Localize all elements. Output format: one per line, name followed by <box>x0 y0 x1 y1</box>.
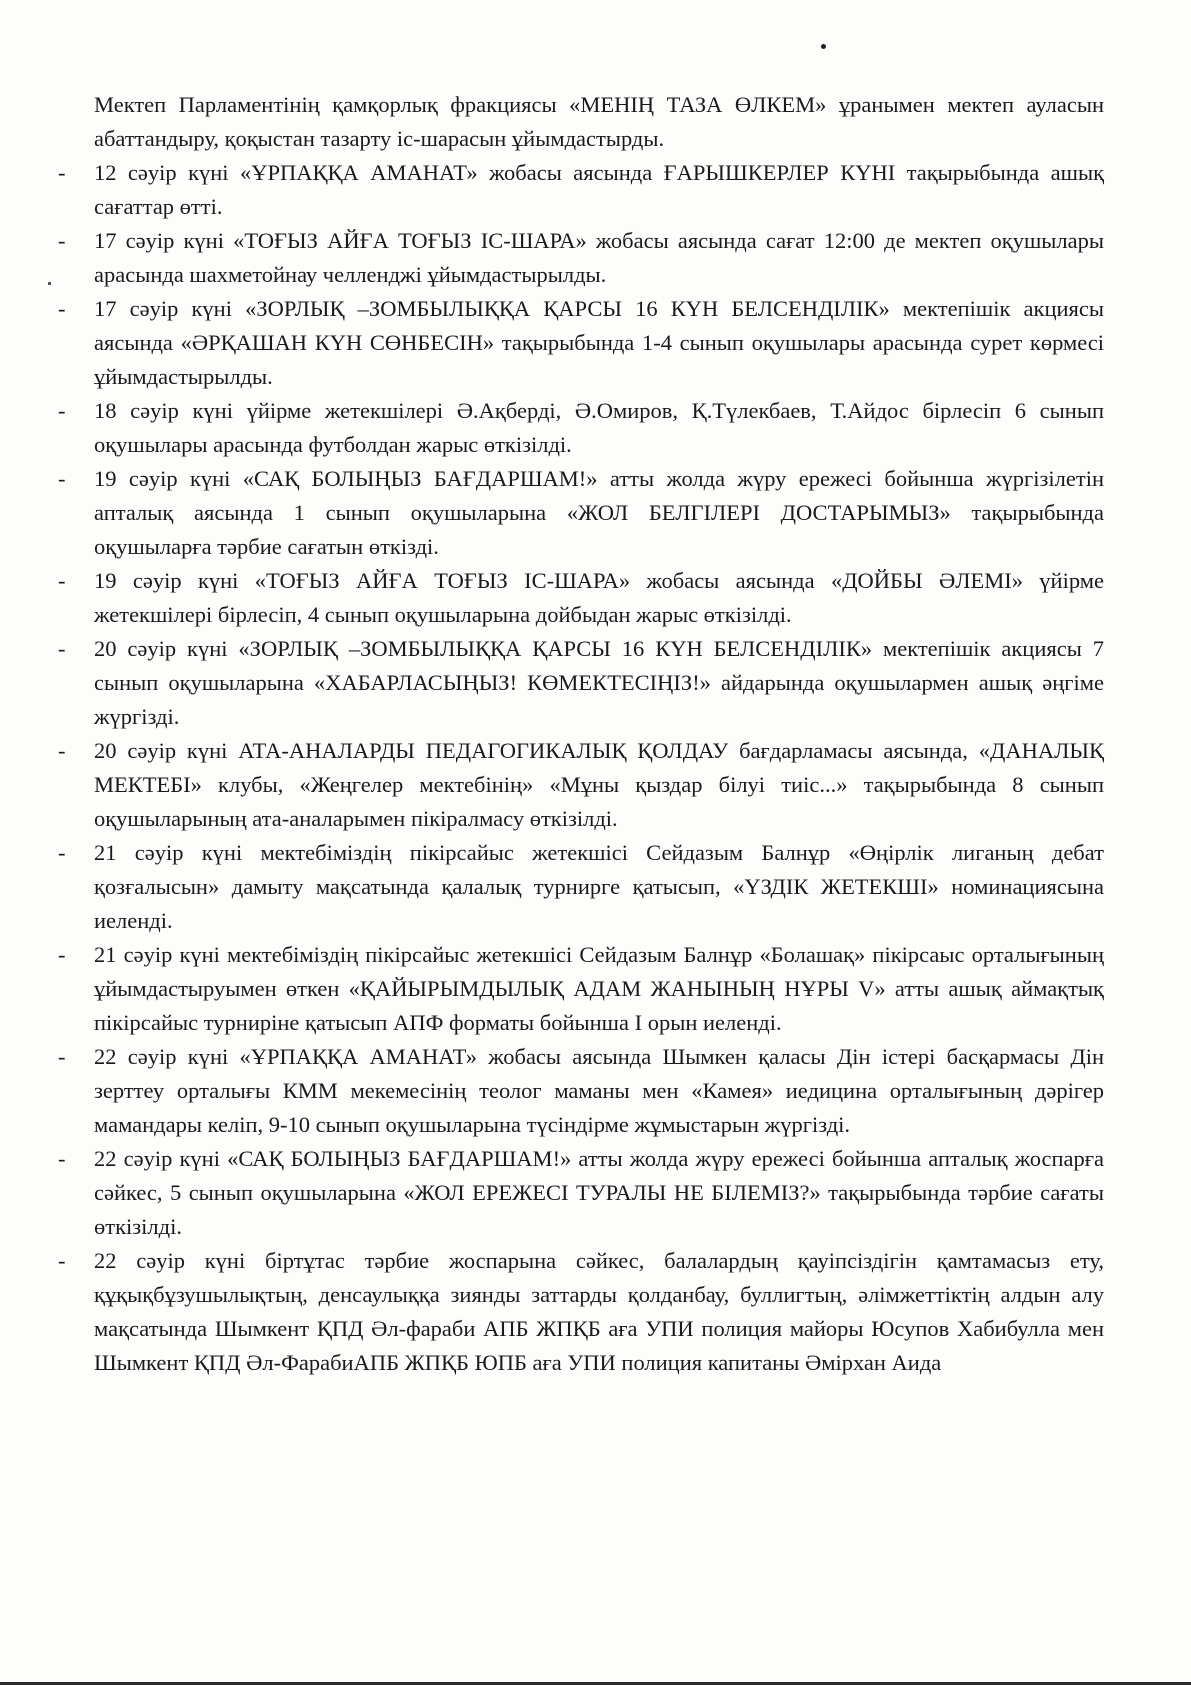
list-item <box>52 734 1104 836</box>
bullet-dash: - <box>58 942 66 967</box>
bullet-dash: - <box>58 636 66 661</box>
bullet-dash: - <box>58 398 66 423</box>
bullet-dash: - <box>58 296 66 321</box>
list-item-text: 20 сәуір күні АТА-АНАЛАРДЫ ПЕДАГОГИКАЛЫҚ ҚОЛДАУ бағдарламасы аясында, «ДАНАЛЫҚ МЕКТЕБІ» клубы, «Жеңгелер мектебінің» «Мұны қыздар білуі тиіс...» тақырыбында 8 сынып оқушыларының ата-аналарымен пікіралмасу өткізілді. <box>94 738 1104 831</box>
list-item <box>52 1244 1104 1380</box>
bullet-dash: - <box>58 466 66 491</box>
list-item-text: 22 сәуір күні «САҚ БОЛЫҢЫЗ БАҒДАРШАМ!» атты жолда жүру ережесі бойынша апталық жоспарға сәйкес, 5 сынып оқушыларына «ЖОЛ ЕРЕЖЕСІ ТУРАЛЫ НЕ БІЛЕМІЗ?» тақырыбында тәрбие сағаты өткізілді. <box>94 1146 1104 1239</box>
list-item <box>52 1040 1104 1142</box>
list-item-text: 21 сәуір күні мектебіміздің пікірсайыс жетекшісі Сейдазым Балнұр «Болашақ» пікірсаыс орталығының ұйымдастыруымен өткен «ҚАЙЫРЫМДЫЛЫҚ АДАМ ЖАНЫНЫҢ НҰРЫ V» атты ашық аймақтық пікірсайыс турниріне қатысып АПФ форматы бойынша І орын иеленді. <box>94 942 1104 1035</box>
scan-dot-mark <box>821 44 826 49</box>
intro-paragraph: Мектеп Парламентінің қамқорлық фракциясы «МЕНІҢ ТАЗА ӨЛКЕМ» ұранымен мектеп ауласын абаттандыру, қоқыстан тазарту іс-шарасын ұйымдастырды. <box>94 92 1104 151</box>
list-item <box>52 836 1104 938</box>
list-item-text: 21 сәуір күні мектебіміздің пікірсайыс жетекшісі Сейдазым Балнұр «Өңірлік лиганың дебат қозғалысын» дамыту мақсатында қалалық турнирге қатысып, «ҮЗДІК ЖЕТЕКШІ» номинациясына иеленді. <box>94 840 1104 933</box>
list-item-text: 22 сәуір күні біртұтас тәрбие жоспарына сәйкес, балалардың қауіпсіздігін қамтамасыз ету, құқықбұзушылықтың, денсаулыққа зиянды заттарды қолданбау, буллигтың, әлімжеттіктің алдын алу мақсатында Шымкент ҚПД Әл-фараби АПБ ЖПҚБ аға УПИ полиция майоры Юсупов Хабибулла мен Шымкент ҚПД Әл-ФарабиАПБ ЖПҚБ ЮПБ аға УПИ полиция капитаны Әмірхан Аида <box>94 1248 1104 1375</box>
list-item-text: 19 сәуір күні «САҚ БОЛЫҢЫЗ БАҒДАРШАМ!» атты жолда жүру ережесі бойынша жүргізілетін апталық аясында 1 сынып оқушыларына «ЖОЛ БЕЛГІЛЕРІ ДОСТАРЫМЫЗ» тақырыбында оқушыларға тәрбие сағатын өткізді. <box>94 466 1104 559</box>
events-list <box>52 156 1104 1380</box>
bullet-dash: - <box>58 1044 66 1069</box>
list-item-text: 17 сәуір күні «ТОҒЫЗ АЙҒА ТОҒЫЗ ІС-ШАРА» жобасы аясында сағат 12:00 де мектеп оқушылары арасында шахметойнау челленджі ұйымдастырылды. <box>94 228 1104 287</box>
scan-speck-mark <box>48 282 51 285</box>
list-item <box>52 564 1104 632</box>
document-body <box>52 88 1104 1380</box>
list-item-text: 12 сәуір күні «ҰРПАҚҚА АМАНАТ» жобасы аясында ҒАРЫШКЕРЛЕР КҮНІ тақырыбында ашық сағаттар өтті. <box>94 160 1104 219</box>
bullet-dash: - <box>58 840 66 865</box>
list-item-text: 19 сәуір күні «ТОҒЫЗ АЙҒА ТОҒЫЗ ІС-ШАРА» жобасы аясында «ДОЙБЫ ӘЛЕМІ» үйірме жетекшілері бірлесіп, 4 сынып оқушыларына дойбыдан жарыс өткізілді. <box>94 568 1104 627</box>
bullet-dash: - <box>58 228 66 253</box>
bullet-dash: - <box>58 1248 66 1273</box>
list-item <box>52 156 1104 224</box>
list-item-text: 22 сәуір күні «ҰРПАҚҚА АМАНАТ» жобасы аясында Шымкен қаласы Дін істері басқармасы Дін зерттеу орталығы КММ мекемесінің теолог маманы мен «Камея» иедицина орталығының дәрігер мамандары келіп, 9-10 сынып оқушыларына түсіндірме жұмыстарын жүргізді. <box>94 1044 1104 1137</box>
list-item-text: 18 сәуір күні үйірме жетекшілері Ә.Ақберді, Ә.Омиров, Қ.Түлекбаев, Т.Айдос бірлесіп 6 сынып оқушылары арасында футболдан жарыс өткізілді. <box>94 398 1104 457</box>
list-item <box>52 938 1104 1040</box>
list-item <box>52 292 1104 394</box>
bullet-dash: - <box>58 160 66 185</box>
list-item <box>52 1142 1104 1244</box>
bullet-dash: - <box>58 1146 66 1171</box>
list-item <box>52 462 1104 564</box>
bullet-dash: - <box>58 568 66 593</box>
list-item-text: 20 сәуір күні «ЗОРЛЫҚ –ЗОМБЫЛЫҚҚА ҚАРСЫ 16 КҮН БЕЛСЕНДІЛІК» мектепішік акциясы 7 сынып оқушыларына «ХАБАРЛАСЫҢЫЗ! КӨМЕКТЕСІҢІЗ!» айдарында оқушылармен ашық әңгіме жүргізді. <box>94 636 1104 729</box>
list-item <box>52 224 1104 292</box>
list-item <box>52 632 1104 734</box>
bullet-dash: - <box>58 738 66 763</box>
list-item-text: 17 сәуір күні «ЗОРЛЫҚ –ЗОМБЫЛЫҚҚА ҚАРСЫ 16 КҮН БЕЛСЕНДІЛІК» мектепішік акциясы аясында «ӘРҚАШАН КҮН СӨНБЕСІН» тақырыбында 1-4 сынып оқушылары арасында сурет көрмесі ұйымдастырылды. <box>94 296 1104 389</box>
list-item <box>52 394 1104 462</box>
